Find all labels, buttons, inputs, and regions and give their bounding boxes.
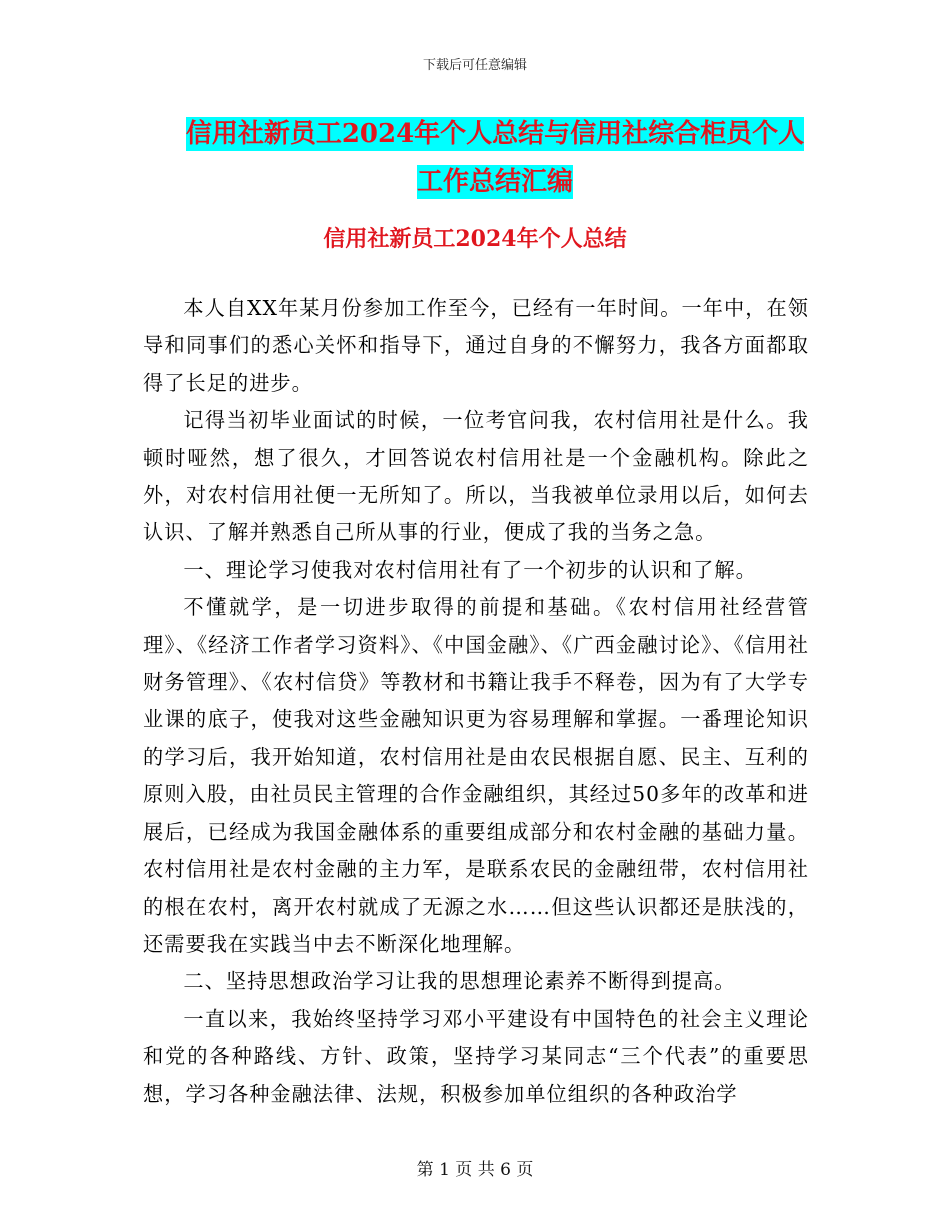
title-line-1: 信用社新员工2024年个人总结与信用社综合柜员个人 bbox=[185, 119, 805, 149]
page-header-note: 下载后可任意编辑 bbox=[422, 58, 527, 73]
section-title: 信用社新员工2024年个人总结 bbox=[323, 226, 627, 252]
paragraph: 一直以来，我始终坚持学习邓小平建设有中国特色的社会主义理论和党的各种路线、方针、政策，坚持学习某同志“三个代表”的重要思想，学习各种金融法律、法规，积极参加单位组织的各种政治学 bbox=[143, 1006, 809, 1106]
paragraph: 二、坚持思想政治学习让我的思想理论素养不断得到提高。 bbox=[183, 969, 736, 994]
document-body bbox=[143, 290, 809, 1113]
document-title bbox=[140, 110, 850, 206]
title-line-2: 工作总结汇编 bbox=[416, 167, 573, 197]
page-footer: 第 1 页 共 6 页 bbox=[416, 1160, 534, 1180]
paragraph: 一、理论学习使我对农村信用社有了一个初步的认识和了解。 bbox=[183, 557, 757, 582]
paragraph: 本人自XX年某月份参加工作至今，已经有一年时间。一年中，在领导和同事们的悉心关怀和指导下，通过自身的不懈努力，我各方面都取得了长足的进步。 bbox=[143, 296, 809, 395]
paragraph: 不懂就学，是一切进步取得的前提和基础。《农村信用社经营管理》、《经济工作者学习资料》、《中国金融》、《广西金融讨论》、《信用社财务管理》、《农村信贷》等教材和书籍让我手不释卷，因为有了大学专业课的底子，使我对这些金融知识更为容易理解和掌握。一番理论知识的学习后，我开始知道，农村信用社是由农民根据自愿、民主、互利的原则入股，由社员民主管理的合作金融组织，其经过50多年的改革和进展后，已经成为我国金融体系的重要组成部分和农村金融的基础力量。农村信用社是农村金融的主力军，是联系农民的金融纽带，农村信用社的根在农村，离开农村就成了无源之水……但这些认识都还是肤浅的，还需要我在实践当中去不断深化地理解。 bbox=[143, 595, 809, 956]
paragraph: 记得当初毕业面试的时候，一位考官问我，农村信用社是什么。我顿时哑然，想了很久，才回答说农村信用社是一个金融机构。除此之外，对农村信用社便一无所知了。所以，当我被单位录用以后，如何去认识、了解并熟悉自己所从事的行业，便成了我的当务之急。 bbox=[143, 408, 809, 545]
